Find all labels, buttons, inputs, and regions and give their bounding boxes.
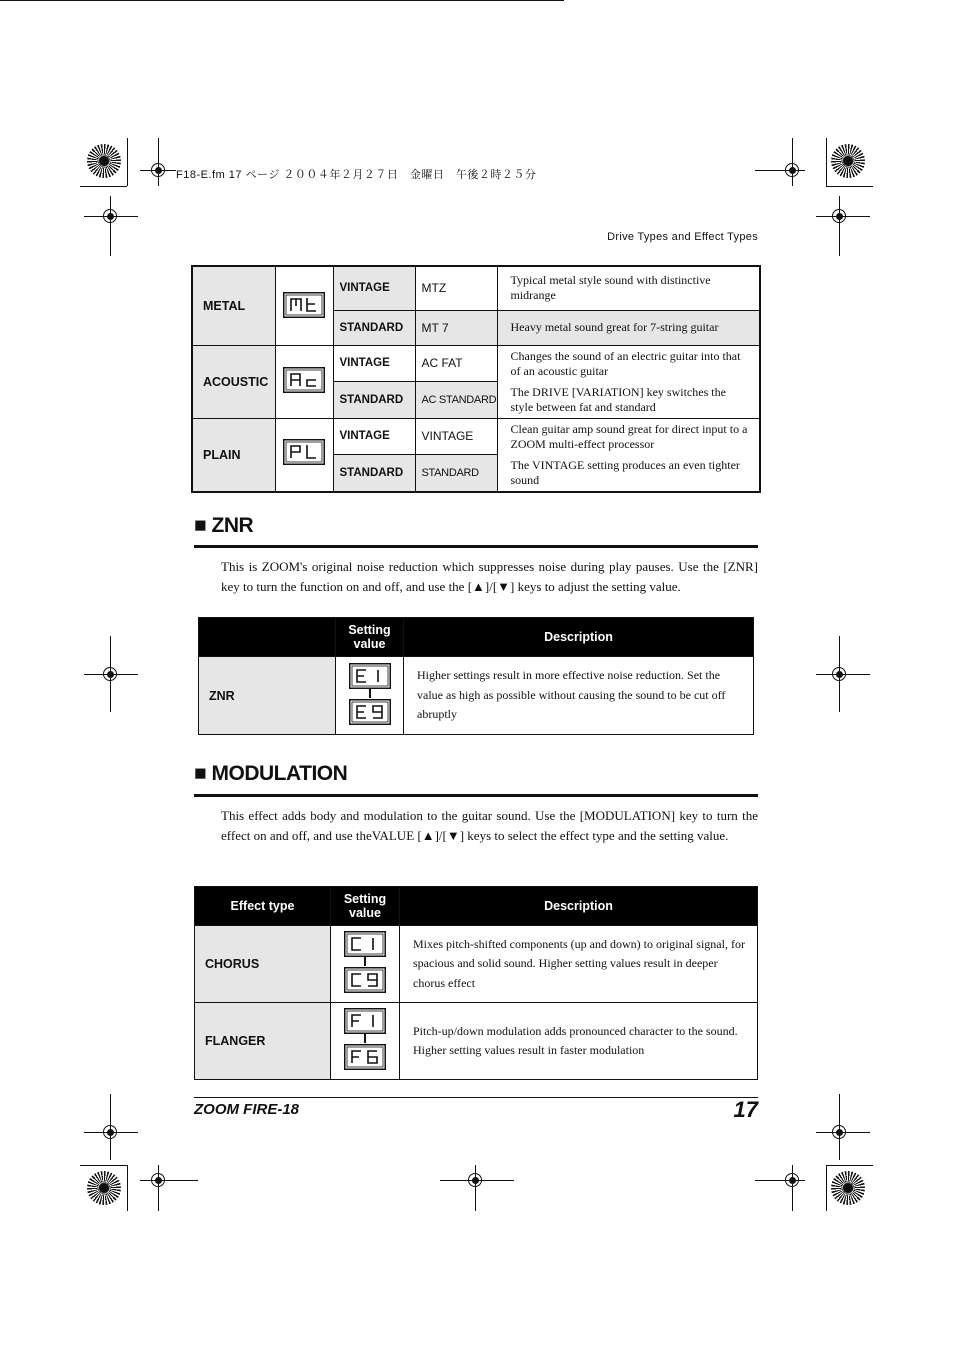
drive-description: Changes the sound of an electric guitar into that of an acoustic guitar: [497, 345, 760, 382]
effect-type-name: CHORUS: [195, 926, 331, 1003]
effect-description: Mixes pitch-shifted components (up and down) to original signal, for spacious and solid sound. Higher setting values result in deeper chorus effect: [400, 926, 758, 1003]
crop-line: [839, 1094, 840, 1160]
page-number: 17: [733, 1097, 758, 1122]
crop-line: [816, 674, 870, 675]
header-rule: [0, 0, 564, 1]
crop-line: [826, 186, 873, 187]
drive-type-name: METAL: [192, 266, 275, 345]
lcd-display-icon: [283, 292, 325, 318]
lcd-display-icon: [344, 931, 386, 957]
modulation-table: [194, 886, 758, 1080]
setting-range-cell: [331, 926, 400, 1003]
variation-label: VINTAGE: [333, 418, 415, 455]
header-description: Description: [400, 887, 758, 926]
crop-line: [792, 138, 793, 186]
model-name: MT 7: [415, 310, 497, 345]
crop-line: [826, 1165, 873, 1166]
table-header-row: [195, 887, 758, 926]
header-effect-type: Effect type: [195, 887, 331, 926]
table-row: [195, 1003, 758, 1080]
crop-line: [140, 1180, 198, 1181]
crop-line: [127, 1165, 128, 1211]
registration-rosette-icon: [87, 1171, 121, 1205]
model-name: STANDARD: [415, 455, 497, 492]
crop-line: [80, 186, 127, 187]
table-row: [192, 418, 760, 455]
running-header: Drive Types and Effect Types: [607, 231, 758, 243]
header-setting-value: Setting value: [331, 887, 400, 926]
drive-description: The DRIVE [VARIATION] key switches the style between fat and standard: [497, 382, 760, 419]
crop-line: [755, 170, 805, 171]
model-name: AC FAT: [415, 345, 497, 382]
registration-rosette-icon: [87, 144, 121, 178]
table-row: [195, 926, 758, 1003]
crop-line: [110, 196, 111, 256]
file-info: F18-E.fm 17 ページ ２００４年２月２７日 金曜日 午後２時２５分: [176, 169, 537, 181]
lcd-cell: [275, 345, 333, 418]
crop-line: [80, 1165, 127, 1166]
table-row: [199, 657, 754, 735]
variation-label: STANDARD: [333, 310, 415, 345]
table-header-row: [199, 618, 754, 657]
lcd-cell: [275, 266, 333, 345]
crop-line: [127, 138, 128, 186]
lcd-display-icon: [344, 1044, 386, 1070]
crop-line: [839, 636, 840, 712]
table-row: [192, 345, 760, 382]
lcd-display-icon: [349, 663, 391, 689]
effect-description: Pitch-up/down modulation adds pronounced character to the sound. Higher setting values result in faster modulation: [400, 1003, 758, 1080]
setting-range-cell: [336, 657, 404, 735]
section-rule: [194, 794, 758, 797]
drive-types-table: [191, 265, 761, 493]
lcd-cell: [275, 418, 333, 492]
section-heading-znr: ■ ZNR: [194, 514, 254, 537]
modulation-intro-paragraph: This effect adds body and modulation to the guitar sound. Use the [MODULATION] key to turn the effect on and off, and use theVALUE [▲]/[▼] keys to select the effect type and the setting value.: [221, 808, 758, 843]
drive-description: The VINTAGE setting produces an even tighter sound: [497, 455, 760, 492]
registration-rosette-icon: [831, 1171, 865, 1205]
znr-description: Higher settings result in more effective noise reduction. Set the value as high as possible without causing the sound to be cut off abruptly: [404, 657, 754, 735]
drive-description: Clean guitar amp sound great for direct input to a ZOOM multi-effect processor: [497, 418, 760, 455]
znr-intro-paragraph: This is ZOOM's original noise reduction which suppresses noise during play pauses. Use the [ZNR] key to turn the function on and off, and use the [▲]/[▼] keys to adjust the setting value.: [221, 559, 758, 594]
footer-product-name: ZOOM FIRE-18: [194, 1101, 300, 1118]
crop-line: [84, 674, 138, 675]
header-cell-empty: [199, 618, 336, 657]
footer-rule: [194, 1097, 758, 1098]
crop-line: [816, 1132, 870, 1133]
crop-line: [110, 1094, 111, 1160]
crop-line: [84, 216, 138, 217]
lcd-display-icon: [283, 439, 325, 465]
crop-line: [816, 216, 870, 217]
crop-line: [84, 1132, 138, 1133]
drive-type-name: PLAIN: [192, 418, 275, 492]
table-row: [192, 266, 760, 310]
znr-row-name: ZNR: [199, 657, 336, 735]
crop-line: [475, 1165, 476, 1211]
model-name: AC STANDARD: [415, 382, 497, 419]
registration-rosette-icon: [831, 144, 865, 178]
lcd-display-icon: [349, 699, 391, 725]
crop-line: [755, 1180, 805, 1181]
range-connector-icon: [364, 1034, 366, 1043]
crop-line: [158, 138, 159, 186]
crop-line: [826, 1165, 827, 1211]
znr-table: [198, 617, 754, 735]
header-description: Description: [404, 618, 754, 657]
section-rule: [194, 545, 758, 548]
variation-label: STANDARD: [333, 382, 415, 419]
crop-line: [826, 138, 827, 186]
lcd-display-icon: [344, 1008, 386, 1034]
lcd-display-icon: [283, 367, 325, 393]
section-heading-modulation: ■ MODULATION: [194, 762, 348, 785]
crop-line: [839, 196, 840, 256]
drive-description: Typical metal style sound with distinctive midrange: [497, 266, 760, 310]
header-setting-value: Setting value: [336, 618, 404, 657]
lcd-display-icon: [344, 967, 386, 993]
variation-label: STANDARD: [333, 455, 415, 492]
crop-line: [158, 1165, 159, 1211]
crop-line: [440, 1180, 514, 1181]
drive-type-name: ACOUSTIC: [192, 345, 275, 418]
variation-label: VINTAGE: [333, 345, 415, 382]
crop-line: [110, 636, 111, 712]
range-connector-icon: [364, 957, 366, 966]
setting-range-cell: [331, 1003, 400, 1080]
crop-line: [792, 1165, 793, 1211]
effect-type-name: FLANGER: [195, 1003, 331, 1080]
model-name: VINTAGE: [415, 418, 497, 455]
variation-label: VINTAGE: [333, 266, 415, 310]
range-connector-icon: [369, 689, 371, 698]
model-name: MTZ: [415, 266, 497, 310]
drive-description: Heavy metal sound great for 7-string guitar: [497, 310, 760, 345]
